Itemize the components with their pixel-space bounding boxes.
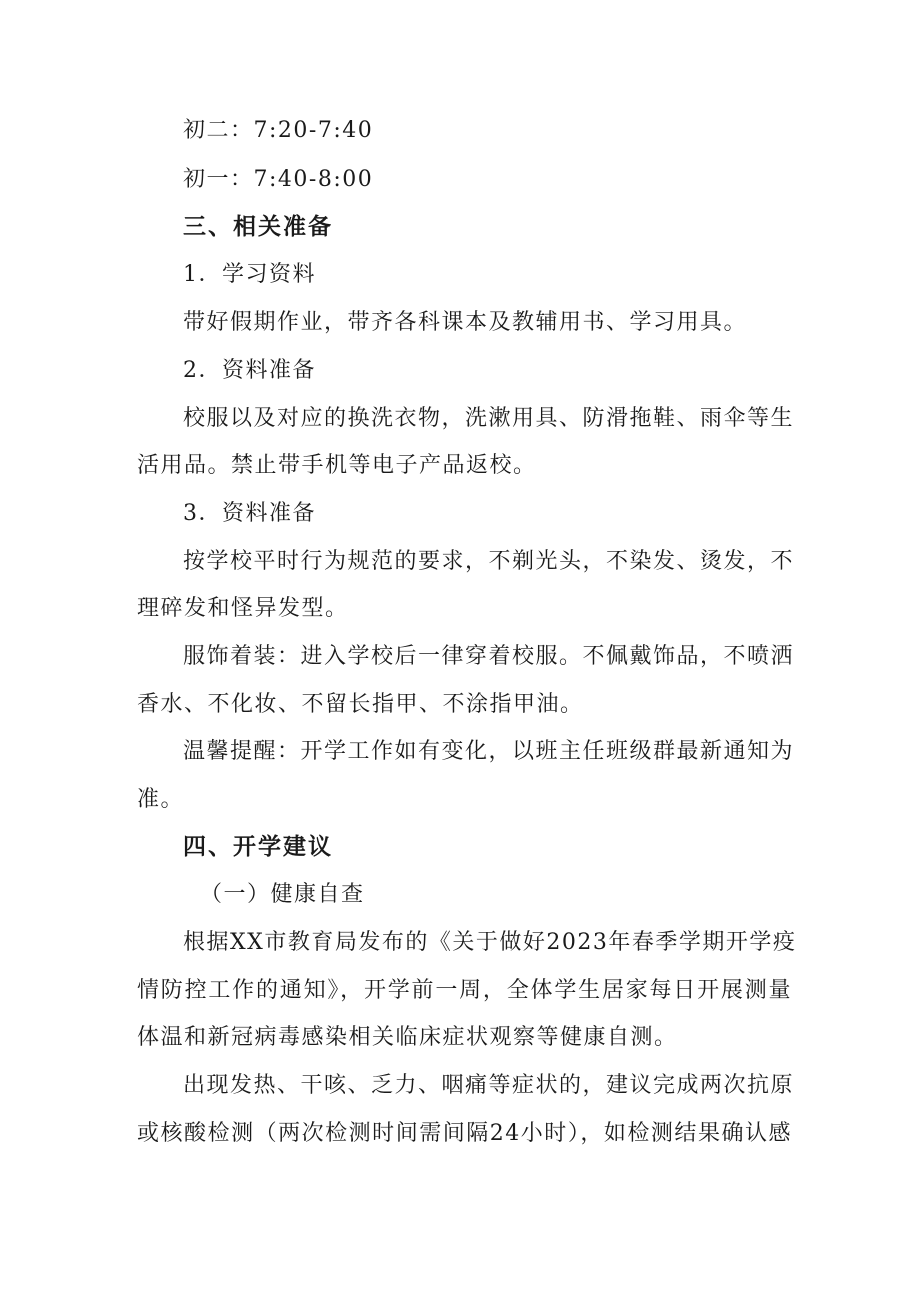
dress-code-line2: 香水、不化妆、不留长指甲、不涂指甲油。 [137,692,584,717]
schedule-grade2: 初二：7:20-7:40 [183,118,374,143]
para2-line2: 或核酸检测（两次检测时间需间隔24小时），如检测结果确认感 [137,1121,792,1146]
dress-code-line1: 服饰着装：进入学校后一律穿着校服。不佩戴饰品，不喷洒 [183,644,795,669]
item3-title: 3．资料准备 [183,501,316,526]
reminder-line2: 准。 [137,787,185,812]
item2-text-line2: 活用品。禁止带手机等电子产品返校。 [137,453,537,478]
para2-line1: 出现发热、干咳、乏力、咽痛等症状的，建议完成两次抗原 [183,1073,795,1098]
para1-line3: 体温和新冠病毒感染相关临床症状观察等健康自测。 [137,1025,678,1050]
item2-text-line1: 校服以及对应的换洗衣物，洗漱用具、防滑拖鞋、雨伞等生 [183,406,795,431]
item2-title: 2．资料准备 [183,358,316,383]
item3-text-line2: 理碎发和怪异发型。 [137,596,349,621]
reminder-line1: 温馨提醒：开学工作如有变化，以班主任班级群最新通知为 [183,739,795,764]
health-check-subheading: （一）健康自查 [200,882,365,907]
item1-text: 带好假期作业，带齐各科课本及教辅用书、学习用具。 [183,310,748,335]
section3-heading: 三、相关准备 [183,214,333,240]
schedule-grade1: 初一：7:40-8:00 [183,167,374,192]
para1-line1: 根据XX市教育局发布的《关于做好2023年春季学期开学疫 [183,930,797,955]
item3-text-line1: 按学校平时行为规范的要求，不剃光头，不染发、烫发，不 [183,549,795,574]
section4-heading: 四、开学建议 [183,834,333,860]
para1-line2: 情防控工作的通知》，开学前一周，全体学生居家每日开展测量 [137,978,792,1003]
item1-title: 1．学习资料 [183,262,316,287]
